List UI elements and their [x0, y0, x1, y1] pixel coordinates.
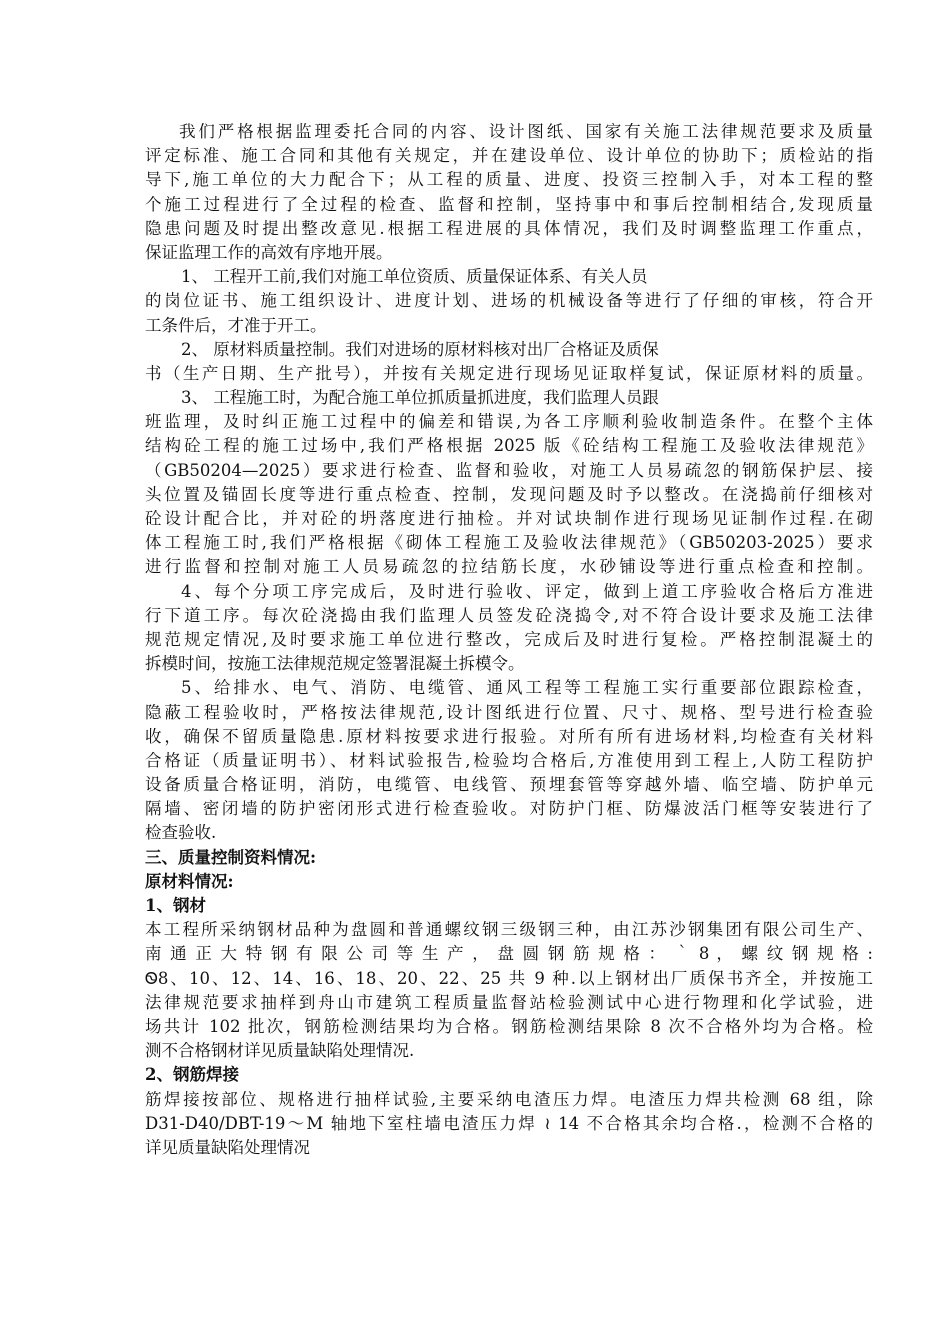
paragraph-line: 2、 原材料质量控制。我们对进场的原材料核对出厂合格证及质保	[181, 339, 659, 359]
paragraph-line: 4、每个分项工序完成后，及时进行验收、评定，做到上道工序验收合格后方准进	[181, 581, 873, 601]
paragraph-line: 工条件后，才准于开工。	[145, 315, 327, 335]
paragraph-line: 隐患问题及时提出整改意见.根据工程进展的具体情况，我们及时调整监理工作重点，	[145, 218, 873, 238]
paragraph-line: 合格证（质量证明书）、材料试验报告,检验均合格后,方准使用到工程上,人防工程防护	[145, 750, 873, 770]
paragraph-line: 测不合格钢材详见质量缺陷处理情况.	[145, 1041, 415, 1061]
paragraph-line: 拆模时间，按施工法律规范规定签署混凝土拆模令。	[145, 654, 525, 674]
paragraph-line: 砼设计配合比，并对砼的坍落度进行抽检。并对试块制作进行现场见证制作过程.在砌	[145, 509, 873, 528]
paragraph-line: 的岗位证书、施工组织设计、进度计划、进场的机械设备等进行了仔细的审核，符合开	[145, 291, 873, 311]
paragraph-line: 隔墙、密闭墙的防护密闭形式进行检查验收。对防护门框、防爆波活门框等安装进行了	[145, 799, 873, 819]
paragraph-line: 3、 工程施工时，为配合施工单位抓质量抓进度，我们监理人员跟	[181, 388, 659, 408]
paragraph-line: 5、给排水、电气、消防、电缆管、通风工程等工程施工实行重要部位跟踪检查，	[181, 678, 873, 698]
paragraph-line: 隐蔽工程验收时，严格按法律规范,设计图纸进行位置、尺寸、规格、型号进行检查验	[145, 702, 873, 722]
paragraph-line: 保证监理工作的高效有序地开展。	[145, 242, 393, 262]
section-heading: 原材料情况:	[145, 871, 234, 891]
paragraph-line: 场共计 102 批次，钢筋检测结果均为合格。钢筋检测结果除 8 次不合格外均为合格。检	[145, 1016, 873, 1036]
paragraph-line: 进行监督和控制对施工人员易疏忽的拉结筋长度，水砂铺设等进行重点检查和控制。	[145, 557, 873, 577]
paragraph-line: 导下,施工单位的大力配合下；从工程的质量、进度、投资三控制入手，对本工程的整	[145, 170, 873, 190]
paragraph-line: 个施工过程进行了全过程的检查、监督和控制，坚持事中和事后控制相结合,发现质量	[145, 194, 873, 214]
paragraph-line: 行下道工序。每次砼浇捣由我们监理人员签发砼浇捣令,对不符合设计要求及施工法律	[145, 605, 873, 625]
paragraph-line: D31-D40/DBT-19～M 轴地下室柱墙电渣压力焊 ≀ 14 不合格其余均合格.，检测不合格的	[145, 1113, 873, 1133]
paragraph-line: 规范规定情况,及时要求施工单位进行整改，完成后及时进行复检。严格控制混凝土的	[145, 629, 873, 649]
paragraph-line: 评定标准、施工合同和其他有关规定，并在建设单位、设计单位的协助下；质检站的指	[145, 146, 873, 166]
paragraph-line: 头位置及锚固长度等进行重点检查、控制，发现问题及时予以整改。在浇捣前仔细核对	[145, 484, 873, 504]
paragraph-line: 法律规范要求抽样到舟山市建筑工程质量监督站检验测试中心进行物理和化学试验，进	[145, 992, 873, 1012]
paragraph-line: Ꮻ8、10、12、14、16、18、20、22、25 共 9 种.以上钢材出厂质保书齐全，并按施工	[145, 968, 873, 988]
paragraph-line: 筋焊接按部位、规格进行抽样试验,主要采纳电渣压力焊。电渣压力焊共检测 68 组，除	[145, 1089, 873, 1109]
paragraph-line: 设备质量合格证明，消防，电缆管、电线管、预埋套管等穿越外墙、临空墙、防护单元	[145, 775, 873, 795]
paragraph-line: 结构砼工程的施工过场中,我们严格根据 2025 版《砼结构工程施工及验收法律规范》	[145, 436, 873, 456]
paragraph-line: 本工程所采纳钢材品种为盘圆和普通螺纹钢三级钢三种，由江苏沙钢集团有限公司生产、	[145, 920, 873, 940]
paragraph-line: 详见质量缺陷处理情况	[145, 1137, 310, 1157]
body-text	[145, 120, 873, 1160]
section-heading: 2、钢筋焊接	[145, 1065, 239, 1085]
paragraph-line: 收，确保不留质量隐患.原材料按要求进行报验。对所有所有进场材料,均检查有关材料	[145, 726, 873, 746]
paragraph-line: 班监理，及时纠正施工过程中的偏差和错误,为各工序顺利验收制造条件。在整个主体	[145, 412, 873, 432]
paragraph-line: 书（生产日期、生产批号），并按有关规定进行现场见证取样复试，保证原材料的质量。	[145, 363, 873, 383]
section-heading: 1、钢材	[145, 896, 206, 915]
paragraph-line: 体工程施工时,我们严格根据《砌体工程施工及验收法律规范》（GB50203-2025）要求	[145, 533, 873, 553]
paragraph-line: 1、 工程开工前,我们对施工单位资质、质量保证体系、有关人员	[181, 267, 648, 287]
paragraph-line: 我们严格根据监理委托合同的内容、设计图纸、国家有关施工法律规范要求及质量	[179, 122, 873, 141]
section-heading: 三、质量控制资料情况:	[145, 847, 317, 867]
paragraph-line: 检查验收.	[145, 823, 217, 843]
paragraph-line: 南 通 正 大 特 钢 有 限 公 司 等 生 产 ， 盘 圆 钢 筋 规 格 ： ｀ 8 ， 螺 纹 钢 规 格 :	[145, 944, 873, 964]
paragraph-line: （GB50204—2025）要求进行检查、监督和验收，对施工人员易疏忽的钢筋保护层、接	[145, 460, 873, 480]
